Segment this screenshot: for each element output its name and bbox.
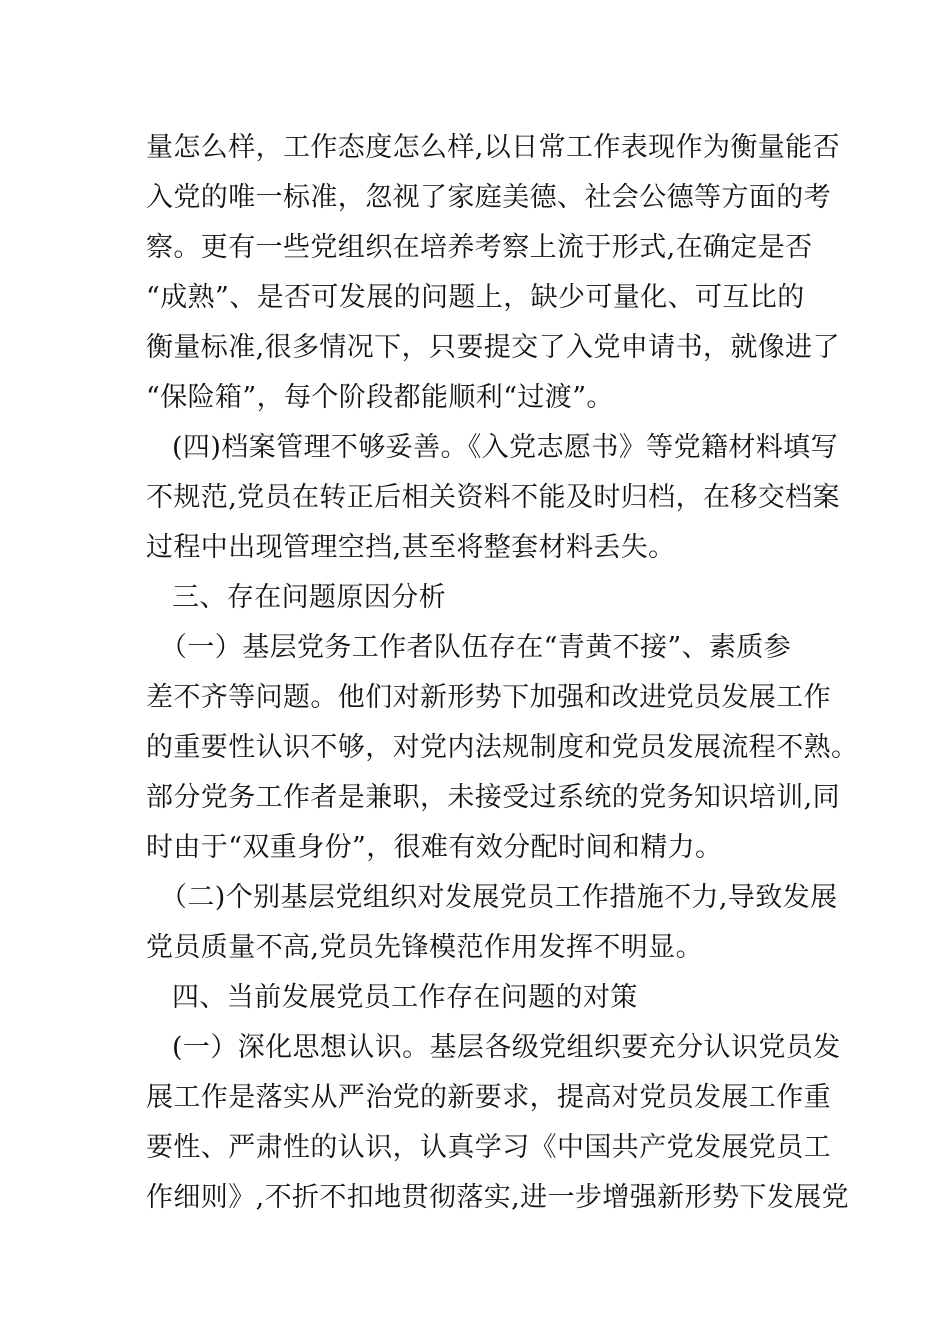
body-text-line: 党员质量不高,党员先锋模范作用发挥不明显。 xyxy=(146,932,703,963)
section-heading: 四、当前发展党员工作存在问题的对策 xyxy=(172,982,638,1013)
paragraph-first-line: (一）深化思想认识。基层各级党组织要充分认识党员发 xyxy=(172,1032,841,1063)
body-text-line: 量怎么样，工作态度怎么样,以日常工作表现作为衡量能否 xyxy=(146,132,840,163)
body-text-line: “保险箱”，每个阶段都能顺利“过渡”。 xyxy=(146,382,614,413)
body-text-line: 的重要性认识不够，对党内法规制度和党员发展流程不熟。 xyxy=(146,732,859,763)
body-text-line: 察。更有一些党组织在培养考察上流于形式,在确定是否 xyxy=(146,232,813,263)
body-text-line: 过程中出现管理空挡,甚至将整套材料丢失。 xyxy=(146,532,676,563)
paragraph-first-line: （二)个别基层党组织对发展党员工作措施不力,导致发展 xyxy=(160,882,838,913)
body-text-line: 部分党务工作者是兼职，未接受过系统的党务知识培训,同 xyxy=(146,782,840,813)
body-text-line: 衡量标准,很多情况下，只要提交了入党申请书，就像进了 xyxy=(146,332,840,363)
section-heading: 三、存在问题原因分析 xyxy=(172,582,446,613)
paragraph-first-line: (四)档案管理不够妥善。《入党志愿书》等党籍材料填写 xyxy=(172,432,838,463)
body-text-line: 要性、严肃性的认识，认真学习《中国共产党发展党员工 xyxy=(146,1132,831,1163)
body-text-line: 作细则》,不折不扣地贯彻落实,进一步增强新形势下发展党 xyxy=(146,1182,849,1213)
body-text-line: 展工作是落实从严治党的新要求，提高对党员发展工作重 xyxy=(146,1082,831,1113)
body-text-line: 差不齐等问题。他们对新形势下加强和改进党员发展工作 xyxy=(146,682,831,713)
body-text-line: 不规范,党员在转正后相关资料不能及时归档，在移交档案 xyxy=(146,482,840,513)
body-text-line: 时由于“双重身份”，很难有效分配时间和精力。 xyxy=(146,832,723,863)
body-text-line: “成熟”、是否可发展的问题上，缺少可量化、可互比的 xyxy=(146,282,805,313)
paragraph-first-line: （一）基层党务工作者队伍存在“青黄不接”、素质参 xyxy=(160,632,792,663)
body-text-line: 入党的唯一标准，忽视了家庭美德、社会公德等方面的考 xyxy=(146,182,831,213)
